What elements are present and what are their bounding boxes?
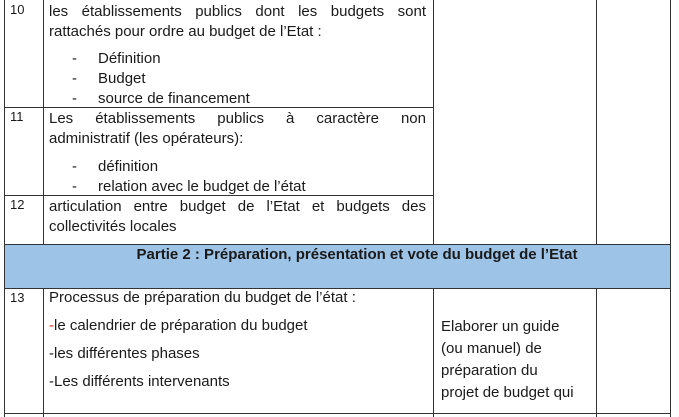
list-item: -les différentes phases	[49, 345, 200, 362]
bullet-dash: -	[72, 90, 77, 107]
red-dash: -	[49, 317, 54, 334]
grid-line	[43, 0, 44, 244]
row-number: 12	[10, 197, 25, 212]
list-item	[49, 317, 308, 334]
section-title: Partie 2 : Préparation, présentation et vote du budget de l’Etat	[136, 246, 578, 263]
objective-line: projet de budget qui	[441, 384, 574, 401]
bullet-dash: -	[72, 70, 77, 87]
grid-line	[4, 244, 670, 245]
row-text	[49, 109, 426, 149]
row-text-line: rattachés pour ordre au budget de l’Etat :	[49, 23, 322, 40]
row-number: 10	[10, 2, 25, 17]
bullet-text: relation avec le budget de l’état	[98, 178, 306, 195]
row-text-line: collectivités locales	[49, 218, 177, 235]
objective-line: préparation du	[441, 362, 538, 379]
row-heading: Processus de préparation du budget de l’état :	[49, 289, 356, 306]
bullet-text: source de financement	[98, 90, 250, 107]
grid-line	[4, 0, 5, 417]
row-text-line: administratif (les opérateurs):	[49, 130, 244, 147]
row-text	[49, 197, 426, 237]
row-text	[49, 2, 426, 42]
row-text-line: les établissements publics dont les budgets sont	[49, 3, 426, 20]
row-text-line: articulation entre budget de l’Etat et budgets des	[49, 198, 426, 215]
list-item-text: le calendrier de préparation du budget	[54, 317, 308, 334]
grid-line	[433, 288, 434, 417]
bullet-text: Définition	[98, 50, 161, 67]
grid-line	[43, 288, 44, 417]
objective-line: (ou manuel) de	[441, 340, 542, 357]
bullet-dash: -	[72, 50, 77, 67]
bullet-dash: -	[72, 178, 77, 195]
objective-line: Elaborer un guide	[441, 318, 560, 335]
grid-line	[596, 0, 597, 244]
grid-line	[4, 413, 670, 414]
grid-line	[433, 0, 434, 244]
bullet-text: Budget	[98, 70, 146, 87]
row-number: 13	[10, 290, 25, 305]
row-text-line: Les établissements publics à caractère non	[49, 110, 426, 127]
list-item: -Les différents intervenants	[49, 373, 230, 390]
bullet-dash: -	[72, 158, 77, 175]
grid-line	[596, 288, 597, 417]
bullet-text: définition	[98, 158, 159, 175]
row-number: 11	[10, 109, 24, 124]
grid-line	[670, 0, 671, 417]
objective-text	[441, 316, 596, 404]
